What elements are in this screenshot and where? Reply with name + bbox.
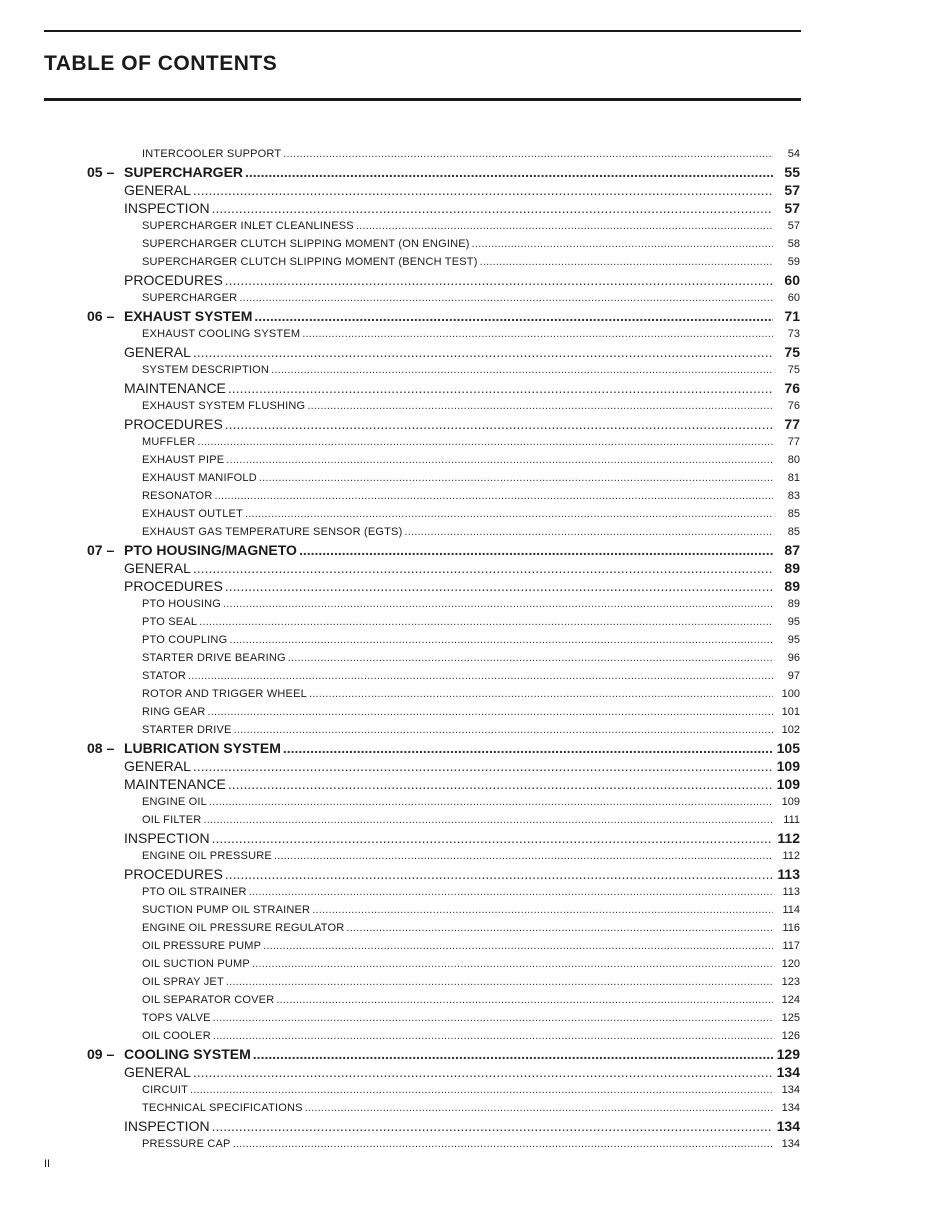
toc-entry-label: SUPERCHARGER <box>142 289 239 307</box>
toc-entry-label: PROCEDURES <box>124 866 223 882</box>
toc-entry-label: ENGINE OIL PRESSURE <box>142 847 274 865</box>
dot-leader <box>214 487 773 505</box>
toc-entry-page-number: 57 <box>784 200 800 216</box>
toc-entry-page-number: 57 <box>787 220 800 232</box>
toc-entry-chapter-number: 05 – <box>87 164 115 180</box>
toc-entry-leader <box>142 1027 773 1045</box>
toc-entry[interactable] <box>0 613 935 631</box>
toc-entry[interactable] <box>0 1027 935 1045</box>
toc-entry[interactable] <box>0 811 935 829</box>
toc-entry-label: RING GEAR <box>142 703 208 721</box>
toc-entry-label: INTERCOOLER SUPPORT <box>142 145 283 163</box>
toc-entry-leader <box>142 847 773 865</box>
dot-leader <box>263 937 773 955</box>
toc-entry-page-number: 58 <box>787 238 800 250</box>
toc-entry-page-number: 83 <box>787 490 800 502</box>
dot-leader <box>225 415 773 433</box>
toc-entry-label: INSPECTION <box>124 1118 210 1134</box>
toc-entry-label: OIL SEPARATOR COVER <box>142 991 276 1009</box>
toc-entry-page-number: 89 <box>784 578 800 594</box>
toc-entry-label: EXHAUST GAS TEMPERATURE SENSOR (EGTS) <box>142 523 404 541</box>
toc-entry[interactable] <box>0 793 935 811</box>
toc-entry-leader <box>124 541 773 559</box>
toc-entry[interactable] <box>0 325 935 343</box>
toc-entry-leader <box>142 631 773 649</box>
dot-leader <box>208 703 773 721</box>
toc-entry-label: SUPERCHARGER CLUTCH SLIPPING MOMENT (ON ENGINE) <box>142 235 472 253</box>
toc-entry[interactable] <box>0 1009 935 1027</box>
toc-entry[interactable] <box>0 1117 935 1135</box>
toc-entry-label: SUCTION PUMP OIL STRAINER <box>142 901 312 919</box>
toc-entry-label: EXHAUST OUTLET <box>142 505 245 523</box>
toc-entry[interactable] <box>0 343 935 361</box>
toc-entry-label: INSPECTION <box>124 200 210 216</box>
dot-leader <box>309 685 773 703</box>
toc-entry-leader <box>124 271 773 289</box>
toc-entry-label: EXHAUST PIPE <box>142 451 226 469</box>
toc-entry-page-number: 87 <box>784 542 800 558</box>
toc-entry[interactable] <box>0 991 935 1009</box>
toc-entry-leader <box>142 253 773 271</box>
toc-entry-label: SUPERCHARGER INLET CLEANLINESS <box>142 217 356 235</box>
dot-leader <box>212 829 773 847</box>
dot-leader <box>252 955 773 973</box>
toc-entry-leader <box>142 595 773 613</box>
toc-entry-label: PTO SEAL <box>142 613 199 631</box>
toc-entry-label: MAINTENANCE <box>124 380 226 396</box>
toc-entry[interactable] <box>0 1045 935 1063</box>
toc-entry[interactable] <box>0 469 935 487</box>
toc-entry[interactable] <box>0 1063 935 1081</box>
toc-entry-leader <box>142 1099 773 1117</box>
toc-entry-page-number: 114 <box>782 904 800 916</box>
toc-entry-leader <box>142 937 773 955</box>
toc-entry[interactable] <box>0 595 935 613</box>
toc-entry-label: OIL SPRAY JET <box>142 973 226 991</box>
toc-entry-page-number: 120 <box>781 958 800 970</box>
toc-entry-page-number: 85 <box>787 526 800 538</box>
toc-entry-page-number: 71 <box>784 308 800 324</box>
toc-entry[interactable] <box>0 829 935 847</box>
toc-entry-leader <box>142 811 773 829</box>
toc-entry-leader <box>142 505 773 523</box>
toc-entry-leader <box>142 361 773 379</box>
toc-entry-chapter-number: 07 – <box>87 542 115 558</box>
toc-entry-page-number: 77 <box>787 436 800 448</box>
toc-entry[interactable] <box>0 145 935 163</box>
toc-entry-label: GENERAL <box>124 1064 191 1080</box>
toc-entry-label: PTO COUPLING <box>142 631 229 649</box>
toc-entry[interactable] <box>0 973 935 991</box>
dot-leader <box>226 973 773 991</box>
toc-entry[interactable] <box>0 757 935 775</box>
toc-entry-label: GENERAL <box>124 344 191 360</box>
toc-entry[interactable] <box>0 397 935 415</box>
toc-entry-leader <box>142 955 773 973</box>
toc-entry-leader <box>142 1009 773 1027</box>
toc-entry-page-number: 76 <box>787 400 800 412</box>
toc-entry-page-number: 113 <box>777 866 800 882</box>
dot-leader <box>288 649 773 667</box>
toc-entry-page-number: 109 <box>781 796 800 808</box>
toc-entry-page-number: 54 <box>787 148 800 160</box>
toc-entry-chapter-number: 06 – <box>87 308 115 324</box>
dot-leader <box>229 631 773 649</box>
toc-entry-leader <box>142 973 773 991</box>
toc-entry-leader <box>124 1045 773 1063</box>
toc-entry-leader <box>142 685 773 703</box>
toc-entry-leader <box>124 775 773 793</box>
toc-entry-label: TOPS VALVE <box>142 1009 213 1027</box>
toc-entry-leader <box>142 451 773 469</box>
toc-entry[interactable] <box>0 559 935 577</box>
toc-entry[interactable] <box>0 739 935 757</box>
dot-leader <box>283 145 773 163</box>
dot-leader <box>356 217 773 235</box>
toc-entry[interactable] <box>0 685 935 703</box>
toc-entry-page-number: 60 <box>784 272 800 288</box>
dot-leader <box>226 451 773 469</box>
toc-entry[interactable] <box>0 901 935 919</box>
toc-entry[interactable] <box>0 433 935 451</box>
dot-leader <box>274 847 773 865</box>
toc-entry-page-number: 112 <box>782 850 800 862</box>
toc-entry[interactable] <box>0 163 935 181</box>
toc-entry-page-number: 89 <box>787 598 800 610</box>
header-rule-top <box>44 30 801 32</box>
dot-leader <box>271 361 773 379</box>
toc-entry-label: ENGINE OIL PRESSURE REGULATOR <box>142 919 346 937</box>
dot-leader <box>259 469 773 487</box>
toc-entry-chapter-number: 09 – <box>87 1046 115 1062</box>
dot-leader <box>234 721 773 739</box>
dot-leader <box>228 775 773 793</box>
toc-entry-label: OIL SUCTION PUMP <box>142 955 252 973</box>
toc-entry-label: PTO OIL STRAINER <box>142 883 249 901</box>
toc-entry-leader <box>124 163 773 181</box>
toc-entry-page-number: 124 <box>781 994 800 1006</box>
dot-leader <box>190 1081 773 1099</box>
toc-entry-page-number: 80 <box>787 454 800 466</box>
toc-entry-label: OIL PRESSURE PUMP <box>142 937 263 955</box>
toc-entry-page-number: 73 <box>787 328 800 340</box>
dot-leader <box>245 505 773 523</box>
toc-entry-leader <box>142 1135 773 1153</box>
toc-entry-leader <box>124 379 773 397</box>
toc-entry-leader <box>142 397 773 415</box>
toc-entry[interactable] <box>0 937 935 955</box>
toc-entry-leader <box>142 919 773 937</box>
toc-entry-page-number: 59 <box>787 256 800 268</box>
dot-leader <box>228 379 773 397</box>
toc-entry-page-number: 134 <box>781 1102 800 1114</box>
toc-entry-page-number: 97 <box>787 670 800 682</box>
dot-leader <box>312 901 773 919</box>
dot-leader <box>193 343 773 361</box>
toc-entry-leader <box>142 433 773 451</box>
toc-entry-page-number: 134 <box>781 1084 800 1096</box>
dot-leader <box>199 613 773 631</box>
toc-entry-page-number: 129 <box>776 1046 800 1062</box>
toc-entry-label: GENERAL <box>124 560 191 576</box>
toc-entry-page-number: 77 <box>784 416 800 432</box>
toc-entry-leader <box>124 865 773 883</box>
toc-entry-leader <box>124 757 773 775</box>
toc-entry-label: PROCEDURES <box>124 416 223 432</box>
toc-entry-page-number: 125 <box>781 1012 800 1024</box>
toc-entry-page-number: 96 <box>787 652 800 664</box>
toc-entry-label: PROCEDURES <box>124 578 223 594</box>
toc-entry-leader <box>142 901 773 919</box>
toc-entry-page-number: 123 <box>781 976 800 988</box>
dot-leader <box>239 289 773 307</box>
toc-entry-label: EXHAUST SYSTEM FLUSHING <box>142 397 307 415</box>
toc-entry[interactable] <box>0 667 935 685</box>
toc-entry[interactable] <box>0 649 935 667</box>
toc-entry-label: INSPECTION <box>124 830 210 846</box>
toc-entry-leader <box>142 721 773 739</box>
toc-entry-page-number: 134 <box>776 1118 800 1134</box>
dot-leader <box>212 199 773 217</box>
toc-entry-leader <box>142 487 773 505</box>
toc-entry[interactable] <box>0 307 935 325</box>
toc-entry[interactable] <box>0 1099 935 1117</box>
toc-entry-label: OIL COOLER <box>142 1027 213 1045</box>
toc-entry-leader <box>124 739 773 757</box>
toc-entry[interactable] <box>0 541 935 559</box>
dot-leader <box>203 811 773 829</box>
toc-entry[interactable] <box>0 721 935 739</box>
toc-entry-label: STATOR <box>142 667 188 685</box>
toc-entry-leader <box>124 415 773 433</box>
toc-entry[interactable] <box>0 361 935 379</box>
toc-entry[interactable] <box>0 415 935 433</box>
dot-leader <box>188 667 773 685</box>
dot-leader <box>480 253 773 271</box>
toc-entry-label: OIL FILTER <box>142 811 203 829</box>
toc-entry-leader <box>142 793 773 811</box>
toc-entry-page-number: 113 <box>782 886 800 898</box>
toc-entry-leader <box>142 667 773 685</box>
dot-leader <box>223 595 773 613</box>
dot-leader <box>213 1027 773 1045</box>
toc-entry-label: PROCEDURES <box>124 272 223 288</box>
toc-entry[interactable] <box>0 379 935 397</box>
toc-entry-page-number: 111 <box>783 814 800 826</box>
toc-entry-leader <box>142 991 773 1009</box>
toc-entry-page-number: 60 <box>787 292 800 304</box>
dot-leader <box>302 325 773 343</box>
toc-entry-page-number: 126 <box>781 1030 800 1042</box>
toc-entry-page-number: 102 <box>781 724 800 736</box>
toc-entry-page-number: 75 <box>784 344 800 360</box>
toc-entry[interactable] <box>0 883 935 901</box>
dot-leader <box>254 307 773 325</box>
toc-entry-leader <box>142 145 773 163</box>
dot-leader <box>193 1063 773 1081</box>
toc-entry-leader <box>124 199 773 217</box>
toc-entry-page-number: 134 <box>776 1064 800 1080</box>
toc-entry-label: RESONATOR <box>142 487 214 505</box>
toc-entry-label: LUBRICATION SYSTEM <box>124 740 281 756</box>
dot-leader <box>225 271 773 289</box>
dot-leader <box>253 1045 773 1063</box>
toc-entry-chapter-number: 08 – <box>87 740 115 756</box>
toc-entry[interactable] <box>0 487 935 505</box>
dot-leader <box>404 523 773 541</box>
toc-entry-page-number: 100 <box>781 688 800 700</box>
toc-entry-label: EXHAUST SYSTEM <box>124 308 253 324</box>
toc-entry-leader <box>142 469 773 487</box>
dot-leader <box>193 181 773 199</box>
page-number: II <box>44 1158 51 1170</box>
toc-entry-label: STARTER DRIVE BEARING <box>142 649 288 667</box>
page-title: TABLE OF CONTENTS <box>44 52 278 75</box>
toc-entry-page-number: 109 <box>776 758 800 774</box>
toc-entry-leader <box>124 343 773 361</box>
toc-entry[interactable] <box>0 1081 935 1099</box>
toc-entry-leader <box>142 703 773 721</box>
toc-entry-leader <box>142 235 773 253</box>
toc-entry-page-number: 81 <box>787 472 800 484</box>
dot-leader <box>472 235 773 253</box>
dot-leader <box>225 577 773 595</box>
header-rule-bottom <box>44 98 801 101</box>
toc-entry-page-number: 101 <box>781 706 800 718</box>
toc-entry-label: ROTOR AND TRIGGER WHEEL <box>142 685 309 703</box>
toc-entry[interactable] <box>0 919 935 937</box>
toc-entry-page-number: 95 <box>787 634 800 646</box>
toc-entry-page-number: 117 <box>782 940 800 952</box>
toc-entry-label: PTO HOUSING <box>142 595 223 613</box>
toc-entry-label: GENERAL <box>124 182 191 198</box>
toc-entry[interactable] <box>0 577 935 595</box>
toc-entry[interactable] <box>0 217 935 235</box>
dot-leader <box>305 1099 773 1117</box>
toc-entry[interactable] <box>0 235 935 253</box>
toc-entry-label: ENGINE OIL <box>142 793 209 811</box>
dot-leader <box>233 1135 773 1153</box>
toc-entry[interactable] <box>0 199 935 217</box>
toc-entry-page-number: 109 <box>776 776 800 792</box>
toc-entry-leader <box>142 289 773 307</box>
toc-entry-label: PRESSURE CAP <box>142 1135 233 1153</box>
toc-entry-leader <box>142 217 773 235</box>
toc-entry-page-number: 89 <box>784 560 800 576</box>
dot-leader <box>249 883 773 901</box>
toc-entry-label: SYSTEM DESCRIPTION <box>142 361 271 379</box>
toc-entry[interactable] <box>0 847 935 865</box>
toc-entry-label: EXHAUST COOLING SYSTEM <box>142 325 302 343</box>
dot-leader <box>209 793 773 811</box>
dot-leader <box>307 397 773 415</box>
dot-leader <box>213 1009 773 1027</box>
toc-entry-page-number: 55 <box>784 164 800 180</box>
toc-entry-leader <box>124 307 773 325</box>
toc-entry-label: EXHAUST MANIFOLD <box>142 469 259 487</box>
toc-entry-page-number: 57 <box>784 182 800 198</box>
toc-entry-label: COOLING SYSTEM <box>124 1046 251 1062</box>
dot-leader <box>299 541 773 559</box>
toc-entry-leader <box>124 559 773 577</box>
dot-leader <box>346 919 773 937</box>
toc-entry-label: PTO HOUSING/MAGNETO <box>124 542 297 558</box>
toc-entry-leader <box>124 1063 773 1081</box>
toc-entry[interactable] <box>0 955 935 973</box>
toc-entry-leader <box>142 325 773 343</box>
toc-entry-leader <box>124 577 773 595</box>
toc-entry-page-number: 75 <box>787 364 800 376</box>
toc-entry-leader <box>124 181 773 199</box>
dot-leader <box>193 757 773 775</box>
toc-entry-label: CIRCUIT <box>142 1081 190 1099</box>
dot-leader <box>197 433 773 451</box>
toc-entry-page-number: 134 <box>781 1138 800 1150</box>
toc-entry-leader <box>142 523 773 541</box>
toc-entry-leader <box>142 649 773 667</box>
toc-entry-leader <box>124 829 773 847</box>
toc-entry[interactable] <box>0 181 935 199</box>
toc-entry[interactable] <box>0 865 935 883</box>
toc-entry-page-number: 95 <box>787 616 800 628</box>
toc-entry[interactable] <box>0 1135 935 1153</box>
dot-leader <box>212 1117 773 1135</box>
toc-entry-page-number: 76 <box>784 380 800 396</box>
toc-entry-page-number: 85 <box>787 508 800 520</box>
toc-entry-leader <box>124 1117 773 1135</box>
toc-entry-label: SUPERCHARGER CLUTCH SLIPPING MOMENT (BENCH TEST) <box>142 253 480 271</box>
toc-entry[interactable] <box>0 775 935 793</box>
toc-entry[interactable] <box>0 703 935 721</box>
toc-entry[interactable] <box>0 631 935 649</box>
toc-entry-label: GENERAL <box>124 758 191 774</box>
toc-entry-page-number: 105 <box>776 740 800 756</box>
toc-entry-leader <box>142 883 773 901</box>
dot-leader <box>225 865 773 883</box>
toc-entry[interactable] <box>0 523 935 541</box>
toc-entry[interactable] <box>0 289 935 307</box>
toc-entry[interactable] <box>0 451 935 469</box>
dot-leader <box>283 739 773 757</box>
toc-entry[interactable] <box>0 505 935 523</box>
dot-leader <box>193 559 773 577</box>
toc-entry-page-number: 112 <box>777 830 800 846</box>
toc-entry-label: TECHNICAL SPECIFICATIONS <box>142 1099 305 1117</box>
toc-entry-label: STARTER DRIVE <box>142 721 234 739</box>
toc-entry-leader <box>142 1081 773 1099</box>
toc-entry[interactable] <box>0 271 935 289</box>
toc-entry-label: MAINTENANCE <box>124 776 226 792</box>
dot-leader <box>276 991 773 1009</box>
toc-list <box>0 145 935 1153</box>
toc-entry-label: SUPERCHARGER <box>124 164 244 180</box>
toc-entry-label: MUFFLER <box>142 433 197 451</box>
dot-leader <box>245 163 773 181</box>
toc-entry[interactable] <box>0 253 935 271</box>
toc-entry-leader <box>142 613 773 631</box>
toc-entry-page-number: 116 <box>782 922 800 934</box>
